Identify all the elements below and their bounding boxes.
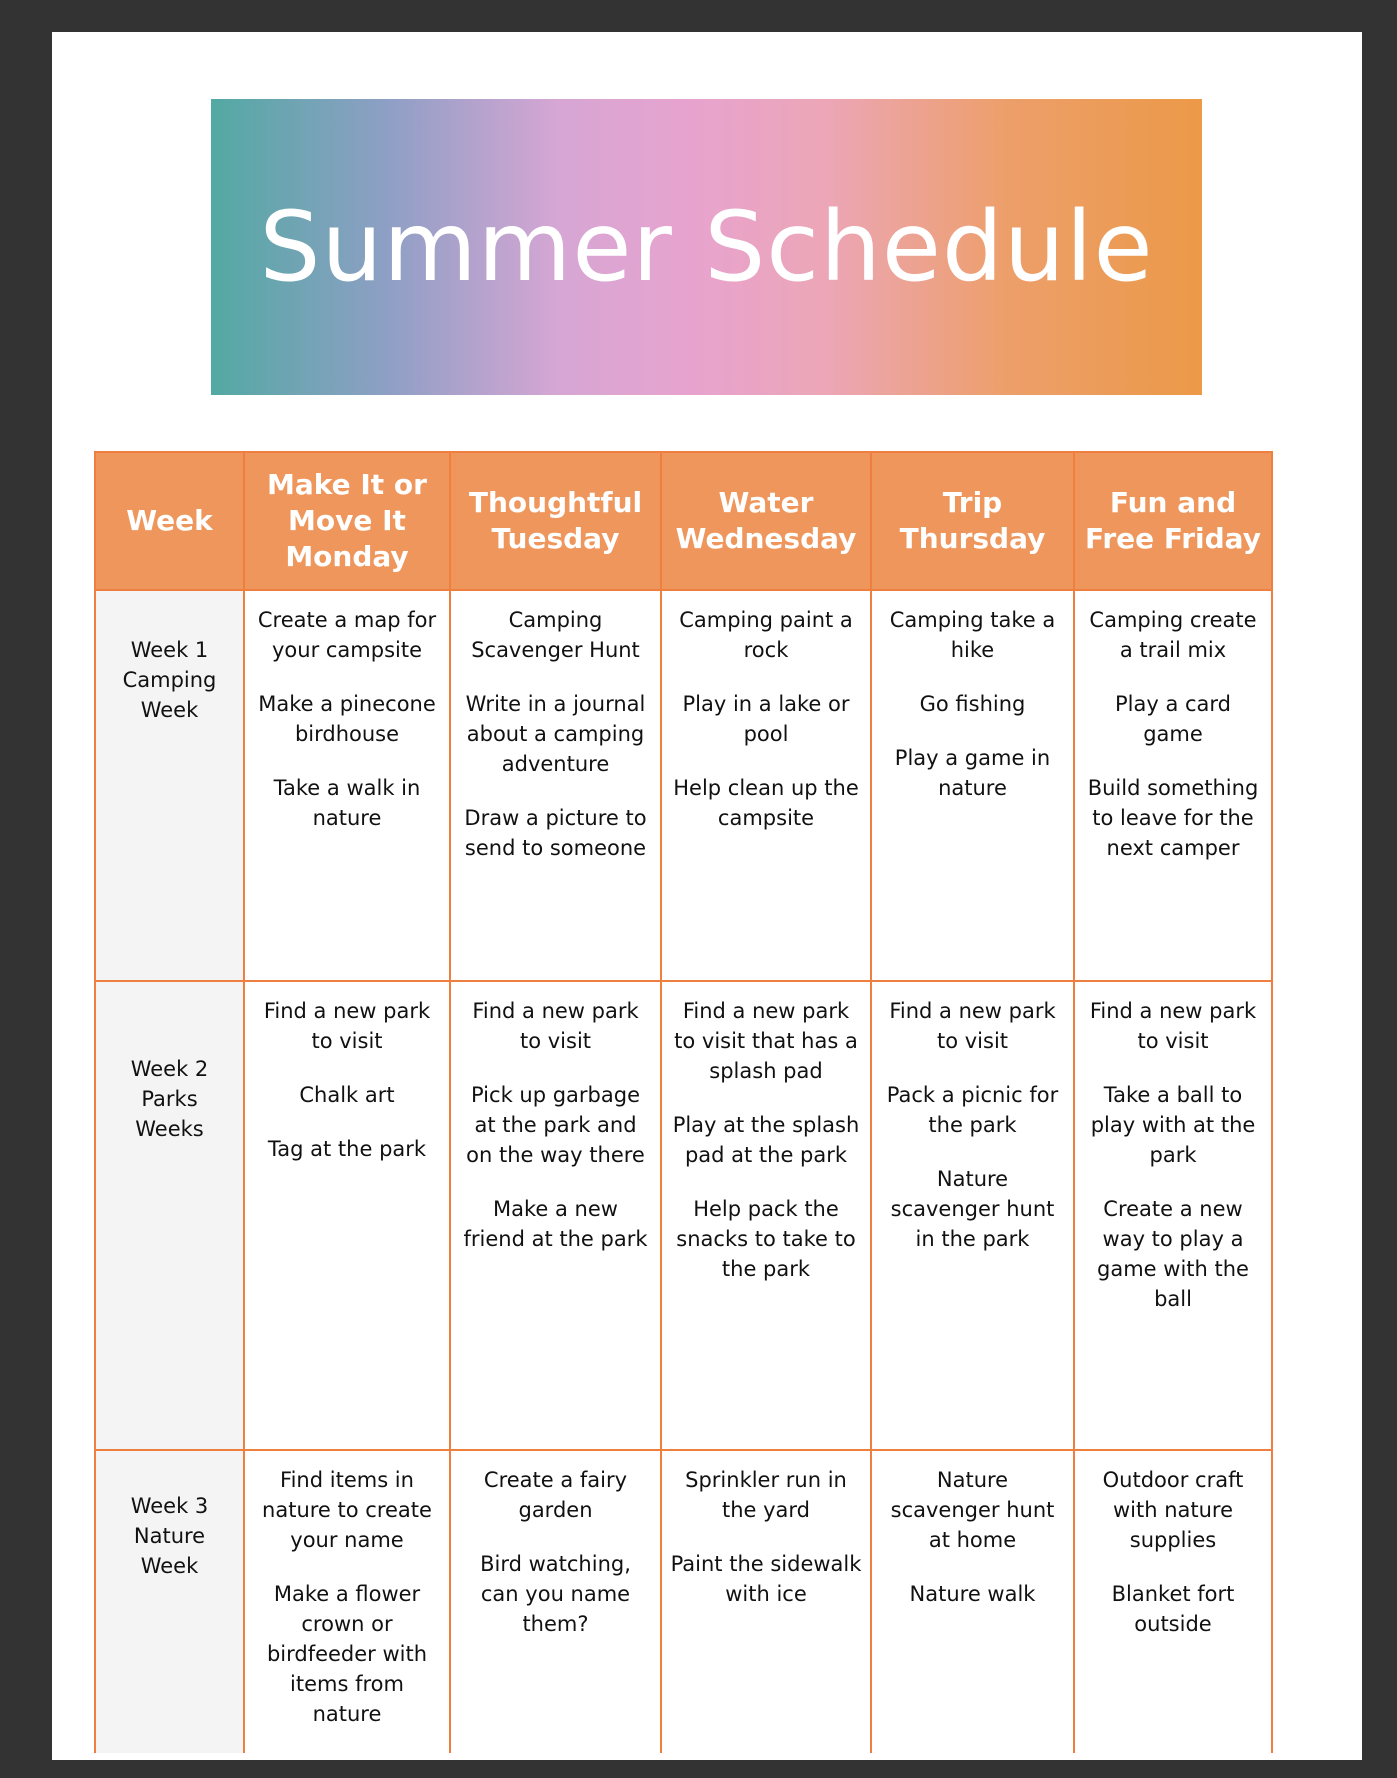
wednesday-cell bbox=[661, 981, 871, 1450]
activity: Help clean up the campsite bbox=[673, 776, 859, 830]
activity: Camping take a hike bbox=[889, 608, 1056, 662]
table-row bbox=[95, 1450, 1272, 1753]
tuesday-cell bbox=[450, 590, 661, 981]
week-label: Week 3 Nature Week bbox=[95, 1450, 244, 1753]
activity: Find a new park to visit that has a splash pad bbox=[674, 999, 858, 1083]
activity: Create a new way to play a game with the ball bbox=[1097, 1197, 1249, 1311]
schedule-table bbox=[94, 451, 1273, 1753]
activity: Pick up garbage at the park and on the way there bbox=[466, 1083, 645, 1167]
activity: Outdoor craft with nature supplies bbox=[1102, 1468, 1244, 1552]
activity: Create a map for your campsite bbox=[257, 608, 437, 662]
week-label: Week 1 Camping Week bbox=[95, 590, 244, 981]
activity: Nature walk bbox=[909, 1582, 1036, 1606]
header-wednesday: Water Wednesday bbox=[661, 452, 871, 590]
thursday-cell bbox=[871, 1450, 1074, 1753]
header-week: Week bbox=[95, 452, 244, 590]
activity: Pack a picnic for the park bbox=[886, 1083, 1059, 1137]
activity: Nature scavenger hunt in the park bbox=[890, 1167, 1055, 1251]
activity: Help pack the snacks to take to the park bbox=[676, 1197, 856, 1281]
activity: Nature scavenger hunt at home bbox=[890, 1468, 1055, 1552]
activity: Make a pinecone birdhouse bbox=[258, 692, 436, 746]
week-label: Week 2 Parks Weeks bbox=[95, 981, 244, 1450]
header-monday: Make It or Move It Monday bbox=[244, 452, 450, 590]
activity: Make a flower crown or birdfeeder with items from nature bbox=[266, 1582, 428, 1726]
header-row bbox=[95, 452, 1272, 590]
thursday-cell bbox=[871, 590, 1074, 981]
activity: Bird watching, can you name them? bbox=[480, 1552, 631, 1636]
page-title: Summer Schedule bbox=[259, 191, 1154, 303]
activity: Find a new park to visit bbox=[1089, 999, 1257, 1053]
activity: Blanket fort outside bbox=[1111, 1582, 1235, 1636]
activity: Chalk art bbox=[299, 1083, 395, 1107]
activity: Create a fairy garden bbox=[483, 1468, 628, 1522]
monday-cell bbox=[244, 590, 450, 981]
activity: Take a ball to play with at the park bbox=[1090, 1083, 1256, 1167]
activity: Find items in nature to create your name bbox=[262, 1468, 432, 1552]
wednesday-cell bbox=[661, 1450, 871, 1753]
tuesday-cell bbox=[450, 1450, 661, 1753]
activity: Write in a journal about a camping adventure bbox=[465, 692, 646, 776]
activity: Build something to leave for the next camper bbox=[1087, 776, 1259, 860]
monday-cell bbox=[244, 1450, 450, 1753]
friday-cell bbox=[1074, 1450, 1272, 1753]
friday-cell bbox=[1074, 590, 1272, 981]
activity: Sprinkler run in the yard bbox=[685, 1468, 847, 1522]
activity: Make a new friend at the park bbox=[463, 1197, 648, 1251]
activity: Play a game in nature bbox=[894, 746, 1051, 800]
header-thursday: Trip Thursday bbox=[871, 452, 1074, 590]
activity: Find a new park to visit bbox=[472, 999, 639, 1053]
wednesday-cell bbox=[661, 590, 871, 981]
activity: Find a new park to visit bbox=[889, 999, 1056, 1053]
activity: Go fishing bbox=[919, 692, 1026, 716]
activity: Take a walk in nature bbox=[273, 776, 421, 830]
header-friday: Fun and Free Friday bbox=[1074, 452, 1272, 590]
friday-cell bbox=[1074, 981, 1272, 1450]
table-row bbox=[95, 981, 1272, 1450]
schedule-page bbox=[52, 32, 1362, 1760]
activity: Play at the splash pad at the park bbox=[672, 1113, 860, 1167]
monday-cell bbox=[244, 981, 450, 1450]
activity: Camping create a trail mix bbox=[1089, 608, 1257, 662]
activity: Play in a lake or pool bbox=[682, 692, 850, 746]
activity: Camping Scavenger Hunt bbox=[471, 608, 640, 662]
activity: Paint the sidewalk with ice bbox=[670, 1552, 862, 1606]
header-tuesday: Thoughtful Tuesday bbox=[450, 452, 661, 590]
table-row bbox=[95, 590, 1272, 981]
activity: Find a new park to visit bbox=[263, 999, 431, 1053]
thursday-cell bbox=[871, 981, 1074, 1450]
title-banner bbox=[211, 99, 1202, 395]
activity: Play a card game bbox=[1114, 692, 1232, 746]
activity: Draw a picture to send to someone bbox=[464, 806, 647, 860]
activity: Camping paint a rock bbox=[679, 608, 853, 662]
activity: Tag at the park bbox=[267, 1137, 427, 1161]
tuesday-cell bbox=[450, 981, 661, 1450]
